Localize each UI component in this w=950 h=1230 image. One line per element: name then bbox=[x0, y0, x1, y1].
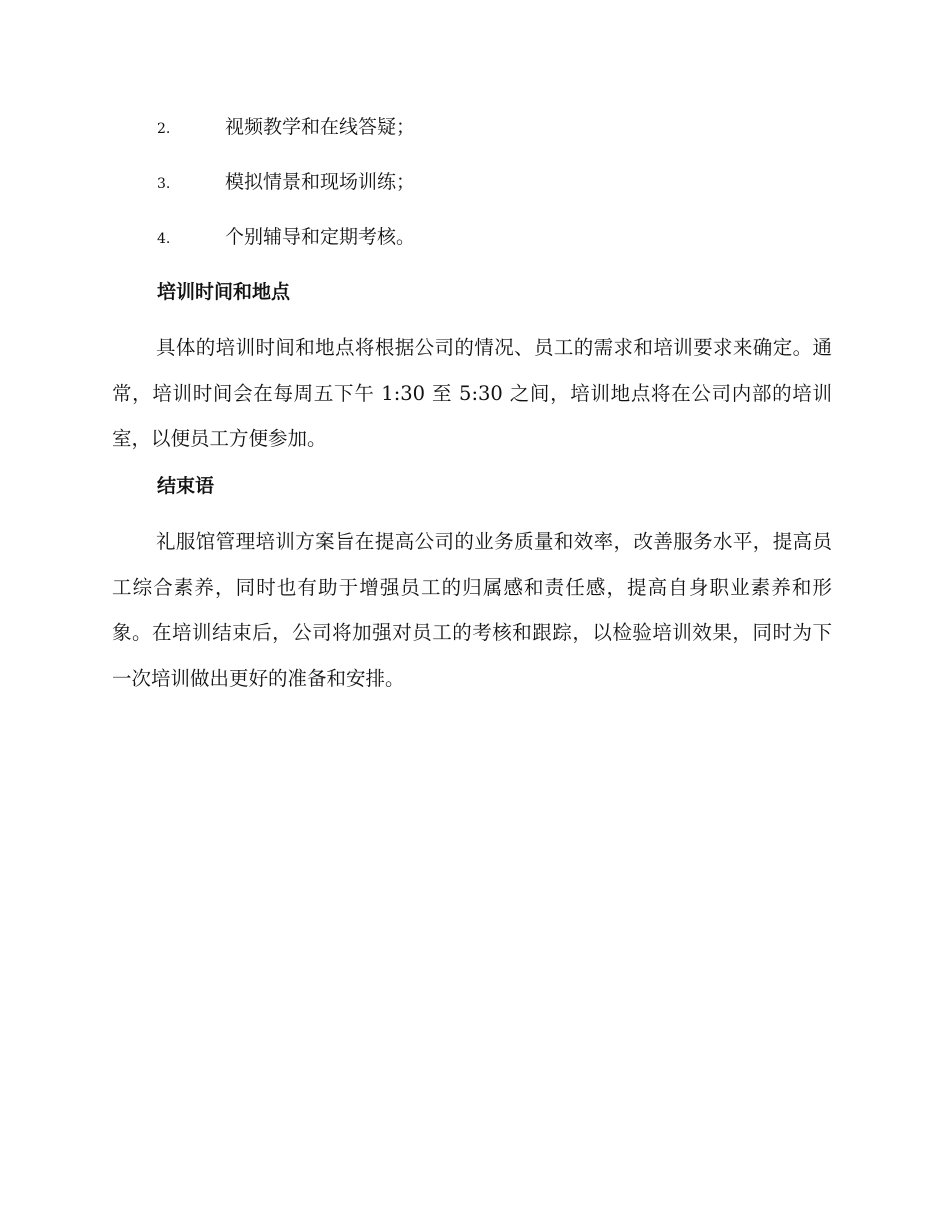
list-number: 2. bbox=[157, 121, 171, 137]
list-number: 3. bbox=[157, 176, 171, 192]
paragraph-conclusion: 礼服馆管理培训方案旨在提高公司的业务质量和效率，改善服务水平，提高员工综合素养，同时也有助于增强员工的归属感和责任感，提高自身职业素养和形象。在培训结束后，公司将加强对员工的考核和跟踪，以检验培训效果，同时为下一次培训做出更好的准备和安排。 bbox=[112, 530, 832, 690]
list-number: 4. bbox=[157, 231, 171, 247]
list-text: 视频教学和在线答疑； bbox=[225, 116, 416, 138]
section-heading-conclusion: 结束语 bbox=[157, 475, 215, 497]
paragraph-time-location: 具体的培训时间和地点将根据公司的情况、员工的需求和培训要求来确定。通常，培训时间会在每周五下午 1:30 至 5:30 之间，培训地点将在公司内部的培训室，以便员工方便参加。 bbox=[112, 336, 832, 450]
list-text: 个别辅导和定期考核。 bbox=[225, 226, 416, 248]
list-item bbox=[157, 167, 415, 197]
list-item bbox=[157, 112, 415, 142]
section-heading-time-location: 培训时间和地点 bbox=[157, 281, 291, 303]
list-text: 模拟情景和现场训练； bbox=[225, 171, 416, 193]
list-item bbox=[157, 222, 415, 252]
